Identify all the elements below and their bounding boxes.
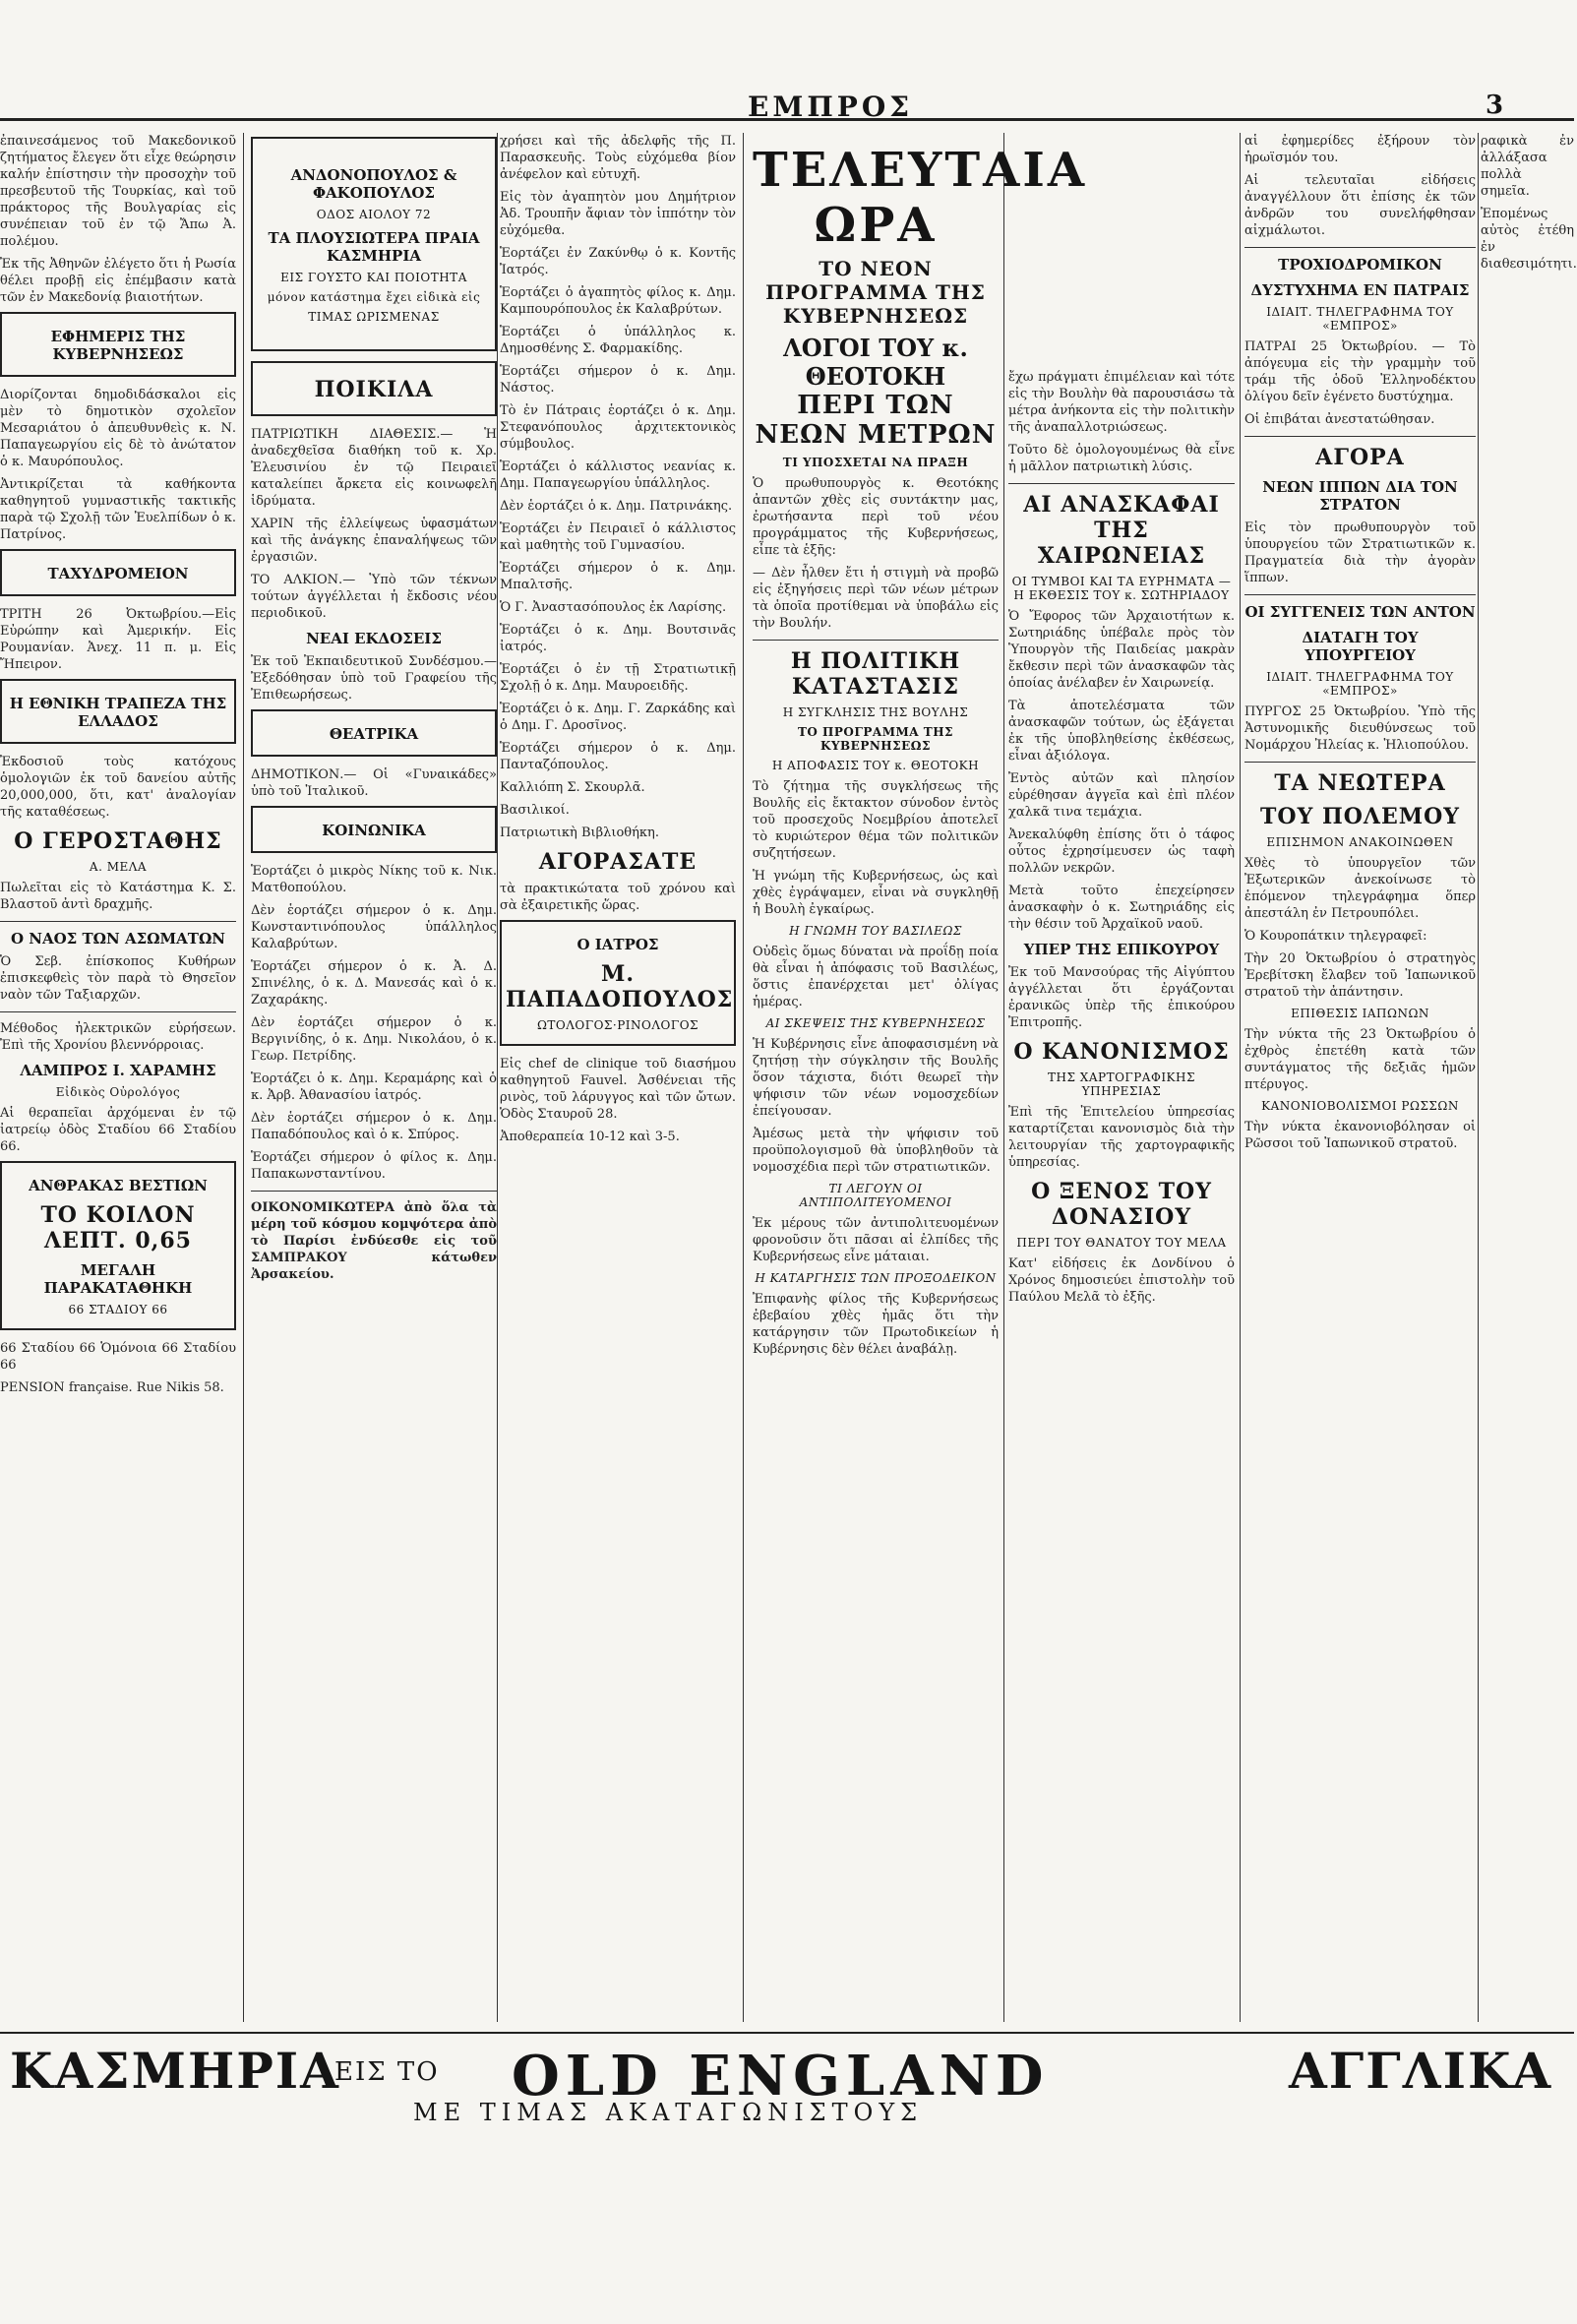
column-4 [753,133,1088,2022]
divider [1008,483,1235,484]
article-text: Ἀμέσως μετὰ τὴν ψήφισιν τοῦ προϋπολογισμοῦ θὰ ὑποβληθοῦν τὰ νομοσχέδια περὶ τῶν στρατιωτικῶν. [753,1127,999,1175]
article-text: Χθὲς τὸ ὑπουργεῖον τῶν Ἐξωτερικῶν ἀνεκοίνωσε τὸ ἑπόμενον τηλεγράφημα ὅπερ ἀπεστάλη ἐν Πετρουπόλει. [1244,856,1476,921]
banner-subtitle: ΜΕ ΤΙΜΑΣ ΑΚΑΤΑΓΩΝΙΣΤΟΥΣ [413,2099,924,2126]
divider [0,1011,236,1012]
section-subtitle: ΑΙ ΣΚΕΨΕΙΣ ΤΗΣ ΚΥΒΕΡΝΗΣΕΩΣ [765,1016,986,1030]
article-text: ἐπαινεσάμενος τοῦ Μακεδονικοῦ ζητήματος ἔλεγεν ὅτι εἶχε θεώρησιν καλήν ἐπίστησιν τὴν προσοχὴν τοῦ πρεσβευτοῦ τῆς Τουρκίας, καὶ τοῦ πράκτορος τῆς Βουλγαρίας εἰς συνέπειαν τοῦ ἐν τῷ Ἄπω Ἀ. πολέμου. [0,134,236,249]
article-text: Πατριωτικὴ Βιβλιοθήκη. [500,826,659,840]
column-7 [1481,133,1577,2022]
article-text: Ὁ πρωθυπουργὸς κ. Θεοτόκης ἀπαντῶν χθὲς εἰς συντάκτην μας, ἐρωτήσαντα περὶ τοῦ νέου προγράμματος τῆς Κυβερνήσεως, εἶπε τὰ ἑξῆς: [753,476,999,558]
section-subtitle: ΚΑΝΟΝΙΟΒΟΛΙΣΜΟΙ ΡΩΣΣΩΝ [1261,1099,1459,1113]
article-text: ΤΡΙΤΗ 26 Ὀκτωβρίου.—Εἰς Εὐρώπην καὶ Ἀμερικήν. Εἰς Ρουμανίαν. Ἀνεχ. 11 π. μ. Εἰς Ἤπειρον. [0,607,236,672]
article-text: αἱ ἐφημερίδες ἐξήρουν τὸν ἡρωϊσμόν του. [1244,134,1476,165]
article-text: Ὁ Γ. Ἀναστασόπουλος ἐκ Λαρίσης. [500,600,727,615]
article-text: ΤΟ ΑΛΚΙΟΝ.— Ὑπὸ τῶν τέκνων τούτων ἀγγέλλεται ἡ ἔκδοσις νέου περιοδικοῦ. [251,573,497,621]
section-title: ΤΑ ΝΕΩΤΕΡΑ [1274,770,1446,796]
article-text: Εἰς chef de clinique τοῦ διασήμου καθηγητοῦ Fauvel. Ἀσθένειαι τῆς ρινὸς, τοῦ λάρυγγος καὶ τῶν ὤτων. Ὁδὸς Σταυροῦ 28. [500,1057,736,1122]
article-text: Ἑορτάζει σήμερον ὁ φίλος κ. Δημ. Παπακωνσταντίνου. [251,1150,497,1182]
article-text: PENSION française. Rue Nikis 58. [0,1380,224,1395]
article-text: Τοῦτο δὲ ὁμολογουμένως θὰ εἶνε ἡ μᾶλλον πατριωτικὴ λύσις. [1008,443,1235,474]
section-header-box [251,361,497,416]
column-divider [1240,133,1241,2022]
article-text: Ἑορτάζει ἐν Πειραιεῖ ὁ κάλλιστος καὶ μαθητὴς τοῦ Γυμνασίου. [500,521,736,553]
section-subtitle: ΙΔΙΑΙΤ. ΤΗΛΕΓΡΑΦΗΜΑ ΤΟΥ «ΕΜΠΡΟΣ» [1266,670,1454,698]
article-text: τὰ πρακτικώτατα τοῦ χρόνου καὶ σὰ ἐξαιρετικῆς ὥρας. [500,882,736,913]
divider [0,921,236,922]
article-text: Αἱ τελευταῖαι εἰδήσεις ἀναγγέλλουν ὅτι ἐπίσης ἐκ τῶν ἀνδρῶν του συνελήφθησαν αἰχμάλωτοι. [1244,173,1476,238]
article-text: Ἐκ τοῦ Ἐκπαιδευτικοῦ Συνδέσμου.— Ἐξεδόθησαν ὑπὸ τοῦ Γραφείου τῆς Ἐπιθεωρήσεως. [251,654,497,703]
ad-subtitle: ΤΙΜΑΣ ΩΡΙΣΜΕΝΑΣ [308,310,440,324]
article-text: Εἰς τὸν ἀγαπητὸν μου Δημήτριον Ἀδ. Τρουπῆν ἄφιαν τὸν ἱππότην τὸν εὐχόμεθα. [500,190,736,238]
article-text: Ἐκ τῆς Ἀθηνῶν ἐλέγετο ὅτι ἡ Ρωσία θέλει προβῇ εἰς ἐπέμβασιν κατὰ τῶν ἐν Μακεδονίᾳ βιαιοτήτων. [0,257,236,305]
section-subtitle: ΤΗΣ ΧΑΡΤΟΓΡΑΦΙΚΗΣ ΥΠΗΡΕΣΙΑΣ [1048,1070,1195,1098]
ad-title: ΑΝΘΡΑΚΑΣ ΒΕΣΤΙΩΝ [29,1177,208,1194]
article-text: Ἐπιφανὴς φίλος τῆς Κυβερνήσεως ἐβεβαίου χθὲς ἡμᾶς ὅτι τὴν κατάργησιν τῶν Πρωτοδικείων ἡ Κυβέρνησις δὲν θέλει ἀναβάλῃ. [753,1292,999,1357]
ad-title: ΤΑ ΠΛΟΥΣΙΩΤΕΡΑ ΠΡΑΙΑ ΚΑΣΜΗΡΙΑ [268,229,480,265]
article-text: Μέθοδος ἠλεκτρικῶν εὑρήσεων. Ἐπὶ τῆς Χρονίου βλεννόρροιας. [0,1021,236,1053]
section-title: ΘΕΑΤΡΙΚΑ [329,725,419,743]
article-text: Ἡ γνώμη τῆς Κυβερνήσεως, ὡς καὶ χθὲς ἐγράψαμεν, εἶναι νὰ συγκληθῇ ἡ Βουλὴ ἐγκαίρως. [753,869,999,917]
section-subtitle: ΠΕΡΙ ΤΟΥ ΘΑΝΑΤΟΥ ΤΟΥ ΜΕΛΑ [1016,1236,1227,1250]
article-text: Ἐκ τοῦ Μανσούρας τῆς Αἰγύπτου ἀγγέλλεται ὅτι ἐργάζονται ἐρανικῶς ὑπὲρ τῆς ἐπικούρου Ἐπιτροπῆς. [1008,965,1235,1030]
section-subtitle: ΤΟ ΠΡΟΓΡΑΜΜΑ ΤΗΣ ΚΥΒΕΡΝΗΣΕΩΣ [797,725,954,753]
article-text: Τὸ ἐν Πάτραις ἑορτάζει ὁ κ. Δημ. Στεφανόπουλος ἀρχιτεκτονικὸς σύμβουλος. [500,403,736,452]
column-1 [0,133,236,2022]
ad-box [500,920,736,1046]
article-text: Ἑορτάζει σήμερον ὁ κ. Ἀ. Δ. Σπινέλης, ὁ κ. Δ. Μανεσάς καὶ ὁ κ. Ζαχαράκης. [251,959,497,1008]
article-text: Ἀντικρίζεται τὰ καθήκοντα καθηγητοῦ γυμναστικῆς τακτικῆς παρὰ τῷ Σχολῇ τῶν Ἐυελπίδων ὁ κ. Πατρίνος. [0,477,236,542]
ad-price: ΤΟ ΚΟΙΛΟΝ ΛΕΠΤ. 0,65 [40,1202,196,1254]
article-text: Ἑορτάζει ὁ κ. Δημ. Γ. Ζαρκάδης καὶ ὁ Δημ. Γ. Δροσῖνος. [500,702,736,733]
section-title: Ο ΝΑΟΣ ΤΩΝ ΑΣΩΜΑΤΩΝ [10,930,226,948]
divider [753,640,999,641]
bottom-banner-ad [0,2032,1574,2127]
lead-headline: ΤΕΛΕΥΤΑΙΑ ΩΡΑ [753,143,1088,253]
article-text: Ὁ Σεβ. ἐπίσκοπος Κυθήρων ἐπισκεφθεὶς τὸν παρὰ τὸ Θησεῖον ναὸν τῶν Ταξιαρχῶν. [0,954,236,1003]
article-text: Διορίζονται δημοδιδάσκαλοι εἰς μὲν τὸ δημοτικὸν σχολεῖον Μεσαριάτου ὁ ἀπευθυνθεὶς κ. Ν. Παπαγεωργίου εἰς δὲ τὸ ἀνώτατον ὁ κ. Μαυρόπουλος. [0,388,236,469]
column-divider [743,133,744,2022]
ad-subtitle: ΩΤΟΛΟΓΟΣ·ΡΙΝΟΛΟΓΟΣ [536,1018,699,1032]
ad-address: 66 ΣΤΑΔΙΟΥ 66 [68,1303,168,1316]
lead-subheadline: ΤΟ ΝΕΟΝ ΠΡΟΓΡΑΜΜΑ ΤΗΣ ΚΥΒΕΡΝΗΣΕΩΣ [765,257,986,328]
article-text: Ἑορτάζει ὁ κ. Δημ. Βουτσινᾶς ἰατρός. [500,623,736,654]
ad-title: ΑΓΟΡΑΣΑΤΕ [538,849,698,875]
section-header-box [251,709,497,757]
lead-kicker: ΤΙ ΥΠΟΣΧΕΤΑΙ ΝΑ ΠΡΑΞΗ [782,456,969,469]
column-2 [251,133,497,2022]
section-title: Η ΠΟΛΙΤΙΚΗ ΚΑΤΑΣΤΑΣΙΣ [790,648,961,700]
article-text: ἔχω πράγματι ἐπιμέλειαν καὶ τότε εἰς τὴν Βουλὴν θὰ παρουσιάσω τὰ μέτρα ἀνήκοντα εἰς τὴν πολιτικὴν τῆς ἀναπαλλοτριώσεως. [1008,370,1235,435]
article-text: Ἑορτάζει ὁ ἐν τῇ Στρατιωτικῇ Σχολῇ ὁ κ. Δημ. Μαυροειδῆς. [500,662,736,694]
section-header-box [0,679,236,744]
ad-title: Ο ΙΑΤΡΟΣ [576,936,659,953]
lead-continuation-space [1008,133,1235,369]
ad-subtitle: Α. ΜΕΛΑ [89,860,148,874]
article-text: Τὴν νύκτα τῆς 23 Ὀκτωβρίου ὁ ἐχθρὸς ἐπετέθη κατὰ τῶν συντάγματος τῆς δεξιᾶς ἡμῶν πτέρυγος. [1244,1027,1476,1092]
section-title: ΔΥΣΤΥΧΗΜΑ ΕΝ ΠΑΤΡΑΙΣ [1250,281,1470,299]
section-title: Ο ΚΑΝΟΝΙΣΜΟΣ [1013,1039,1230,1065]
section-subtitle: Η ΓΝΩΜΗ ΤΟΥ ΒΑΣΙΛΕΩΣ [789,924,962,938]
ad-title: ΛΑΜΠΡΟΣ Ι. ΧΑΡΑΜΗΣ [20,1062,216,1079]
article-text: Ἑορτάζει ὁ ὑπάλληλος κ. Δημοσθένης Σ. Φαρμακίδης. [500,325,736,356]
article-text: Ἑορτάζει ὁ κάλλιστος νεανίας κ. Δημ. Παπαγεωργίου ὑπάλληλος. [500,459,736,491]
article-text: Καλλιόπη Σ. Σκουρλᾶ. [500,780,645,795]
article-text: Αἱ θεραπεῖαι ἀρχόμεναι ἐν τῷ ἰατρείῳ ὁδὸς Σταδίου 66 Σταδίου 66. [0,1106,236,1154]
ad-title: Μ. ΠΑΠΑΔΟΠΟΥΛΟΣ [506,961,734,1012]
divider [251,1191,497,1192]
article-text: Ἡ Κυβέρνησις εἶνε ἀποφασισμένη νὰ ζητήσῃ τὴν σύγκλησιν τῆς Βουλῆς ὅσον τάχιστα, διότι θεωρεῖ τὴν ψήφισιν τῶν νέων νομοσχεδίων ἐπείγουσαν. [753,1037,999,1119]
article-text: Ὁ Κουροπάτκιν τηλεγραφεῖ: [1244,929,1427,944]
masthead-rule [0,118,1574,121]
banner-left-text: ΚΑΣΜΗΡΙΑ [10,2042,340,2100]
article-text: ΔΗΜΟΤΙΚΟΝ.— Οἱ «Γυναικάδες» ὑπὸ τοῦ Ἰταλικοῦ. [251,767,497,799]
section-title: ΤΑΧΥΔΡΟΜΕΙΟΝ [47,565,189,582]
column-divider [243,133,244,2022]
section-subtitle: ΟΙ ΤΥΜΒΟΙ ΚΑΙ ΤΑ ΕΥΡΗΜΑΤΑ — Η ΕΚΘΕΣΙΣ ΤΟΥ κ. ΣΩΤΗΡΙΑΔΟΥ [1011,575,1232,602]
section-title: ΠΟΙΚΙΛΑ [314,377,434,402]
section-title: ΔΙΑΤΑΓΗ ΤΟΥ ΥΠΟΥΡΓΕΙΟΥ [1302,629,1419,664]
section-title: ΝΕΑΙ ΕΚΔΟΣΕΙΣ [306,630,442,647]
divider [1244,247,1476,248]
article-text: Ἀποθεραπεία 10-12 καὶ 3-5. [500,1130,680,1144]
article-text: — Δὲν ἦλθεν ἔτι ἡ στιγμὴ νὰ προβῶ εἰς ἐξηγήσεις περὶ τῶν νέων μέτρων τὰ ὁποῖα προτίθεμαι νὰ ὑποβάλω εἰς τὴν Βουλήν. [753,566,999,631]
section-title: ΥΠΕΡ ΤΗΣ ΕΠΙΚΟΥΡΟΥ [1023,941,1220,958]
section-subtitle: ΕΠΙΣΗΜΟΝ ΑΝΑΚΟΙΝΩΘΕΝ [1266,835,1454,849]
article-text: Ἀνεκαλύφθη ἐπίσης ὅτι ὁ τάφος οὗτος ἐχρησίμευσεν ὡς ταφὴ πολλῶν νεκρῶν. [1008,827,1235,876]
ad-title: Ο ΓΕΡΟΣΤΑΘΗΣ [14,828,222,854]
article-text: Ἐντὸς αὐτῶν καὶ πλησίον εὑρέθησαν ἀγγεῖα καὶ ἐπὶ πλέον χαλκᾶ τινα τεμάχια. [1008,771,1235,820]
ad-subtitle: ΕΙΣ ΓΟΥΣΤΟ ΚΑΙ ΠΟΙΟΤΗΤΑ [280,271,467,284]
section-header-box [0,549,236,596]
ad-subtitle: Εἰδικὸς Οὐρολόγος [55,1085,181,1099]
newspaper-name: ΕΜΠΡΟΣ [748,91,914,123]
divider [1244,762,1476,763]
column-divider [1478,133,1479,2022]
article-text: Ἐκ μέρους τῶν ἀντιπολιτευομένων φρονοῦσιν ὅτι πᾶσαι αἱ ἐλπίδες τῆς Κυβερνήσεως εἶνε μάταιαι. [753,1216,999,1264]
section-title: Ο ΞΕΝΟΣ ΤΟΥ ΔΟΝΑΣΙΟΥ [1031,1179,1212,1230]
article-text: Τὴν νύκτα ἐκανονιοβόλησαν οἱ Ρῶσσοι τοῦ Ἰαπωνικοῦ στρατοῦ. [1244,1120,1476,1151]
ad-subtitle: μόνον κατάστημα ἔχει εἰδικὰ εἰς [267,290,481,304]
article-text: ΠΥΡΓΟΣ 25 Ὀκτωβρίου. Ὑπὸ τῆς Ἀστυνομικῆς διευθύνσεως τοῦ Νομάρχου Ἠλείας κ. Ἠλιοπούλου. [1244,704,1476,753]
column-6 [1244,133,1476,2022]
divider [1244,594,1476,595]
article-text: Μετὰ τοῦτο ἐπεχείρησεν ἀνασκαφὴν ὁ κ. Σωτηριάδης εἰς τὴν θέσιν τοῦ Ἀρχαϊκοῦ ναοῦ. [1008,884,1235,932]
section-header-box [0,312,236,377]
article-text: Ἑορτάζει ὁ ἀγαπητὸς φίλος κ. Δημ. Καμπουρόπουλος ἐκ Καλαβρύτων. [500,285,736,317]
article-text: Δὲν ἑορτάζει σήμερον ὁ κ. Δημ. Κωνσταντινόπουλος ὑπάλληλος Καλαβρύτων. [251,903,497,951]
article-text: Οὐδεὶς ὅμως δύναται νὰ προΐδῃ ποία θὰ εἶναι ἡ ἀπόφασις τοῦ Βασιλέως, ὅστις ἐπανέρχεται μετ' ὀλίγας ἡμέρας. [753,945,999,1009]
ad-box [0,1161,236,1330]
article-text: Ὁ Ἔφορος τῶν Ἀρχαιοτήτων κ. Σωτηριάδης ὑπέβαλε πρὸς τὸν Ὑπουργὸν τῆς Παιδείας μακρὰν ἔκθεσιν περὶ τῶν ἀνασκαφῶν τὰς ὁποίας ἀνέλαβεν ἐν Χαιρωνείᾳ. [1008,609,1235,691]
ad-subtitle: ΟΔΟΣ ΑΙΟΛΟΥ 72 [316,208,432,221]
article-text: Βασιλικοί. [500,803,570,818]
section-subtitle: Η ΣΥΓΚΛΗΣΙΣ ΤΗΣ ΒΟΥΛΗΣ [782,705,969,719]
section-title: ΤΡΟΧΙΟΔΡΟΜΙΚΟΝ [1278,256,1442,274]
article-text: Ἑορτάζει ἐν Ζακύνθῳ ὁ κ. Κοντῆς Ἰατρός. [500,246,736,277]
article-text: Ἑορτάζει σήμερον ὁ κ. Δημ. Νάστος. [500,364,736,396]
banner-brand: OLD ENGLAND [512,2044,1050,2109]
section-title: ΝΕΩΝ ΙΠΠΩΝ ΔΙΑ ΤΟΝ ΣΤΡΑΤΟΝ [1262,478,1458,514]
column-divider [497,133,498,2022]
article-text: 66 Σταδίου 66 Ὁμόνοια 66 Σταδίου 66 [0,1341,236,1373]
article-text: Ἐκδοσιοῦ τοὺς κατόχους ὁμολογιῶν ἐκ τοῦ δανείου αὐτῆς 20,000,000, ὅτι, κατ' ἀναλογίαν τῆς καταθέσεως. [0,755,236,820]
article-text: Εἰς τὸν πρωθυπουργὸν τοῦ ὑπουργείου τῶν Στρατιωτικῶν κ. Πραγματεία διὰ τὴν ἀγορὰν ἵππων. [1244,520,1476,585]
ad-text: ΟΙΚΟΝΟΜΙΚΩΤΕΡΑ ἀπὸ ὅλα τὰ μέρη τοῦ κόσμου κομψότερα ἀπὸ τὸ Παρίσι ἐνδύεσθε εἰς τοῦ ΣΑΜΠΡΑΚΟΥ κάτωθεν Ἀρσακείου. [251,1200,497,1282]
article-text: ραφικὰ ἐν ἀλλάξασα πολλὰ σημεῖα. [1481,134,1574,199]
column-3 [500,133,736,2022]
section-title: ΟΙ ΣΥΓΓΕΝΕΙΣ ΤΩΝ ΑΝΤΟΝ [1244,603,1476,621]
article-text: ΠΑΤΡΙΩΤΙΚΗ ΔΙΑΘΕΣΙΣ.— Ἡ ἀναδεχθεῖσα διαθήκη τοῦ κ. Χρ. Ἐλευσινίου ἐν τῷ Πειραιεῖ καταλείπει ἄρκετα εἰς κοινωφελῆ ἱδρύματα. [251,427,497,509]
article-text: Ἐπὶ τῆς Ἐπιτελείου ὑπηρεσίας καταρτίζεται κανονισμὸς διὰ τὴν λειτουργίαν τῆς χαρτογραφικῆς ὑπηρεσίας. [1008,1105,1235,1170]
article-text: ΧΑΡΙΝ τῆς ἐλλείψεως ὑφασμάτων καὶ τῆς ἀνάγκης ἐπαναλήψεως τῶν ἐργασιῶν. [251,517,497,565]
article-text: Ἑορτάζει σήμερον ὁ κ. Δημ. Πανταζόπουλος. [500,741,736,772]
section-subtitle: ΙΔΙΑΙΤ. ΤΗΛΕΓΡΑΦΗΜΑ ΤΟΥ «ΕΜΠΡΟΣ» [1266,305,1454,333]
article-text: χρήσει καὶ τῆς ἀδελφῆς τῆς Π. Παρασκευῆς. Τοὺς εὐχόμεθα βίον ἀνέφελον καὶ εὐτυχῆ. [500,134,736,182]
article-text: Ἑορτάζει ὁ μικρὸς Νίκης τοῦ κ. Νικ. Ματθοπούλου. [251,864,497,895]
ad-box [251,137,497,351]
article-text: Τὴν 20 Ὀκτωβρίου ὁ στρατηγὸς Ἑρεβίτσκη ἔλαβεν τοῦ Ἰαπωνικοῦ στρατοῦ τὴν ἀπάντησιν. [1244,951,1476,1000]
divider [1244,436,1476,437]
article-text: Κατ' εἰδήσεις ἐκ Δονδίνου ὁ Χρόνος δημοσιεύει ἐπιστολὴν τοῦ Παύλου Μελᾶ τὸ ἐξῆς. [1008,1256,1235,1305]
article-text: Ἐπομένως αὐτὸς ἐτέθη ἐν διαθεσιμότητι. [1481,207,1577,272]
ad-subtitle: ΜΕΓΑΛΗ ΠΑΡΑΚΑΤΑΘΗΚΗ [43,1261,193,1297]
article-text: ΠΑΤΡΑΙ 25 Ὀκτωβρίου. — Τὸ ἀπόγευμα εἰς τὴν γραμμὴν τοῦ τράμ τῆς ὁδοῦ Ἐλληνοδέκτου ὀλίγου δεῖν ἐγένετο δυστύχημα. [1244,339,1476,404]
article-text: Δὲν ἑορτάζει σήμερον ὁ κ. Βεργινίδης, ὁ κ. Δημ. Νικολάου, ὁ κ. Γεωρ. Πετρίδης. [251,1015,497,1064]
article-text: Ἑορτάζει ὁ κ. Δημ. Κεραμάρης καὶ ὁ κ. Ἀρβ. Ἀθανασίου ἰατρός. [251,1071,497,1103]
ad-title: ΑΝΔΟΝΟΠΟΥΛΟΣ & ΦΑΚΟΠΟΥΛΟΣ [290,166,457,202]
section-title: ΑΙ ΑΝΑΣΚΑΦΑΙ ΤΗΣ ΧΑΙΡΩΝΕΙΑΣ [1023,492,1220,569]
article-text: Δὲν ἑορτάζει ὁ κ. Δημ. Πατρινάκης. [500,499,733,514]
section-subtitle: Η ΑΠΟΦΑΣΙΣ ΤΟΥ κ. ΘΕΟΤΟΚΗ [771,759,980,772]
article-text: Δὲν ἑορτάζει σήμερον ὁ κ. Δημ. Παπαδόπουλος καὶ ὁ κ. Σπύρος. [251,1111,497,1142]
page-number: 3 [1486,91,1504,120]
banner-mid-small: ΕΙΣ ΤΟ [334,2057,440,2087]
banner-right-text: ΑΓΓΛΙΚΑ [1289,2042,1553,2100]
lead-deck: ΠΕΡΙ ΤΩΝ ΝΕΩΝ ΜΕΤΡΩΝ [755,391,997,450]
section-title: ΤΟΥ ΠΟΛΕΜΟΥ [1260,804,1460,829]
section-title: Η ΕΘΝΙΚΗ ΤΡΑΠΕΖΑ ΤΗΣ ΕΛΛΑΔΟΣ [9,695,227,730]
section-title: ΕΦΗΜΕΡΙΣ ΤΗΣ ΚΥΒΕΡΝΗΣΕΩΣ [50,328,186,363]
section-subtitle: ΕΠΙΘΕΣΙΣ ΙΑΠΩΝΩΝ [1291,1007,1429,1020]
section-subtitle: ΤΙ ΛΕΓΟΥΝ ΟΙ ΑΝΤΙΠΟΛΙΤΕΥΟΜΕΝΟΙ [799,1182,952,1209]
section-title: ΑΓΟΡΑ [1315,445,1405,470]
article-text: Τὸ ζήτημα τῆς συγκλήσεως τῆς Βουλῆς εἰς ἔκτακτον σύνοδον ἐντὸς τοῦ προσεχοῦς Νοεμβρίου ἀποτελεῖ τὸ κυριώτερον θέμα τῶν πολιτικῶν συζητήσεων. [753,779,999,861]
article-text: Τὰ ἀποτελέσματα τῶν ἀνασκαφῶν τούτων, ὡς ἐξάγεται ἐκ τῆς ὑποβληθείσης ἐκθέσεως, εἶναι ἀξιόλογα. [1008,699,1235,764]
section-header-box [251,806,497,853]
article-text: Ἑορτάζει σήμερον ὁ κ. Δημ. Μπαλτσῆς. [500,561,736,592]
column-divider [1003,133,1004,2022]
article-text: Οἱ ἐπιβάται ἀνεστατώθησαν. [1244,412,1435,427]
section-title: ΚΟΙΝΩΝΙΚΑ [322,822,426,839]
column-5 [1008,133,1235,2022]
lead-deck: ΛΟΓΟΙ ΤΟΥ κ. ΘΕΟΤΟΚΗ [783,334,968,391]
masthead [0,91,1574,124]
article-text: Πωλεῖται εἰς τὸ Κατάστημα Κ. Σ. Βλαστοῦ ἀντὶ δραχμῆς. [0,881,236,912]
section-subtitle: Η ΚΑΤΑΡΓΗΣΙΣ ΤΩΝ ΠΡΟΞΟΔΕΙΚΟΝ [755,1271,997,1285]
